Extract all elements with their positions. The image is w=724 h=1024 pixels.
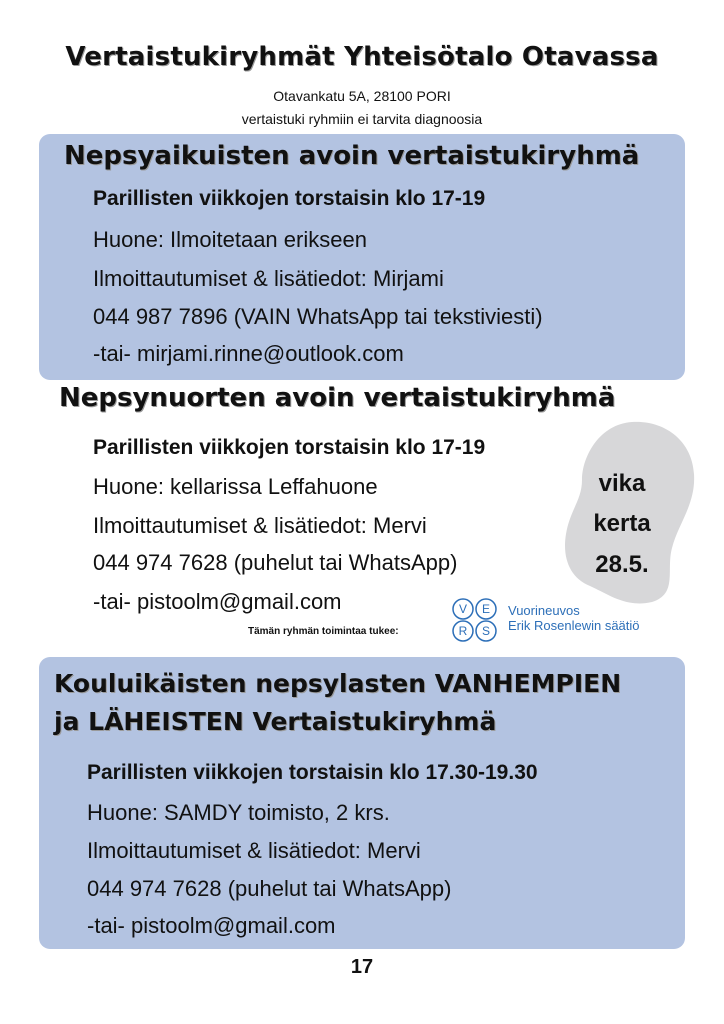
badge-line1: vika	[598, 470, 646, 497]
section1-title: Nepsyaikuisten avoin vertaistukiryhmä	[64, 141, 640, 171]
section3-email[interactable]: -tai- pistoolm@gmail.com	[87, 913, 336, 938]
section1-email[interactable]: -tai- mirjami.rinne@outlook.com	[93, 341, 404, 366]
section1-contact: Ilmoittautumiset & lisätiedot: Mirjami	[93, 266, 444, 291]
support-text: Tämän ryhmän toimintaa tukee:	[248, 626, 399, 637]
logo-letter-s: S	[481, 624, 491, 638]
section1-room: Huone: Ilmoitetaan erikseen	[93, 227, 367, 252]
section3-schedule: Parillisten viikkojen torstaisin klo 17.30-19.30	[87, 761, 538, 784]
section1-schedule: Parillisten viikkojen torstaisin klo 17-19	[93, 187, 486, 210]
badge-line2: kerta	[593, 510, 651, 537]
logo-letter-r: R	[458, 624, 468, 638]
section2-title: Nepsynuorten avoin vertaistukiryhmä	[59, 383, 616, 413]
vers-logo-icon	[448, 597, 502, 643]
section3-phone: 044 974 7628 (puhelut tai WhatsApp)	[87, 876, 452, 901]
section3-contact: Ilmoittautumiset & lisätiedot: Mervi	[87, 838, 421, 863]
logo-letter-e: E	[481, 602, 491, 616]
section3-title-line2: ja LÄHEISTEN Vertaistukiryhmä	[54, 707, 497, 736]
badge-line3: 28.5.	[595, 551, 649, 578]
section2-contact: Ilmoittautumiset & lisätiedot: Mervi	[93, 513, 427, 538]
diagnosis-note: vertaistuki ryhmiin ei tarvita diagnoosia	[241, 111, 483, 127]
section2-phone: 044 974 7628 (puhelut tai WhatsApp)	[93, 550, 458, 575]
section2-schedule: Parillisten viikkojen torstaisin klo 17-19	[93, 436, 486, 459]
section1-phone: 044 987 7896 (VAIN WhatsApp tai tekstiviesti)	[93, 304, 543, 329]
sponsor-name-line2: Erik Rosenlewin säätiö	[508, 618, 640, 633]
section2-room: Huone: kellarissa Leffahuone	[93, 474, 378, 499]
logo-letter-v: V	[458, 602, 468, 616]
section3-title-line1: Kouluikäisten nepsylasten VANHEMPIEN	[54, 669, 622, 698]
sponsor-name-line1: Vuorineuvos	[508, 603, 580, 618]
page-title: Vertaistukiryhmät Yhteisötalo Otavassa	[65, 42, 659, 72]
address: Otavankatu 5A, 28100 PORI	[273, 88, 451, 104]
section3-room: Huone: SAMDY toimisto, 2 krs.	[87, 800, 390, 825]
page-number: 17	[350, 956, 374, 978]
section2-email[interactable]: -tai- pistoolm@gmail.com	[93, 589, 342, 614]
